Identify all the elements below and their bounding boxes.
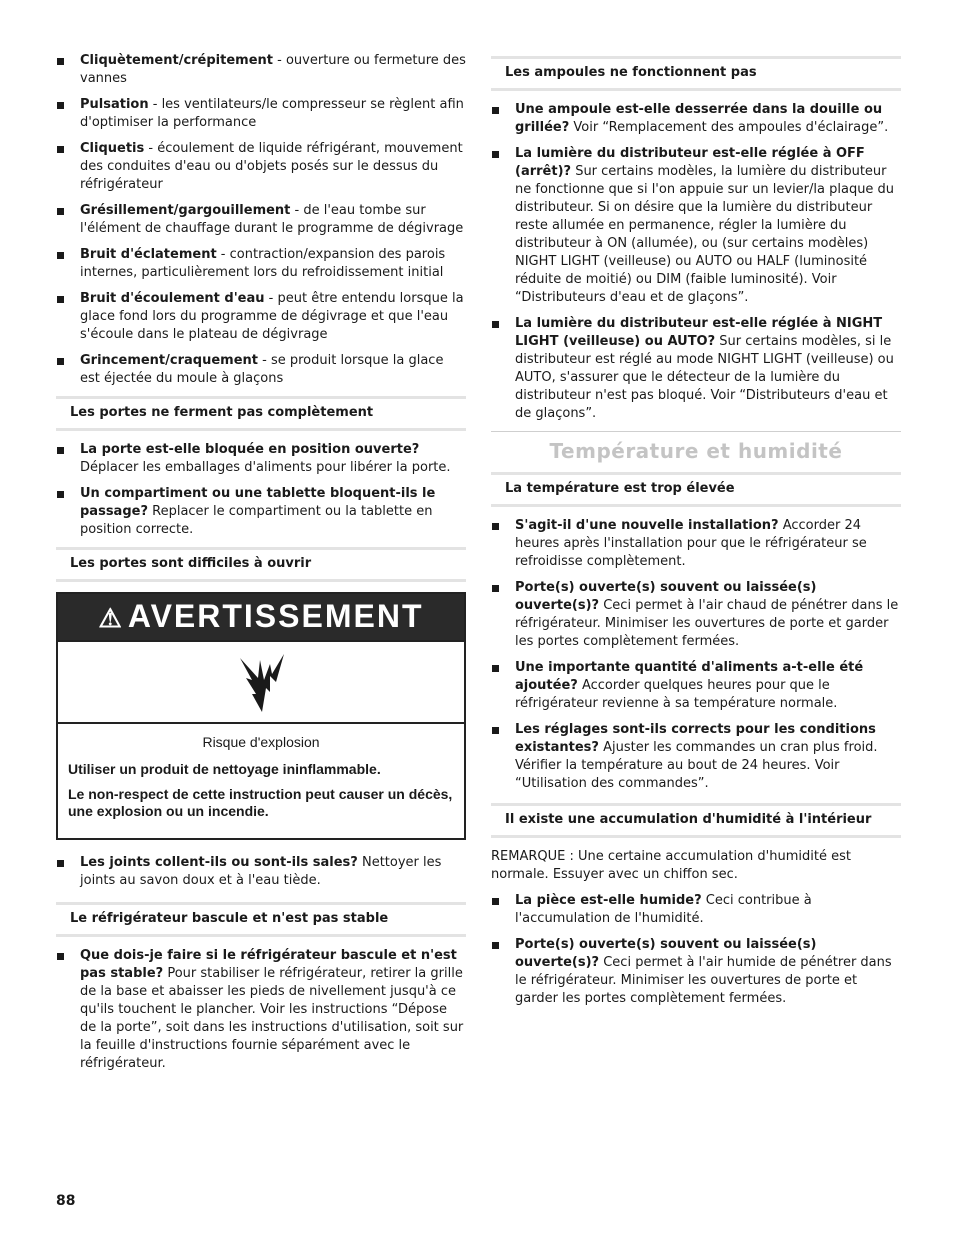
list-item-lead: Cliquetis: [80, 141, 145, 156]
explosion-icon-area: [58, 640, 464, 724]
list-item: [491, 659, 901, 713]
list-item-lead: La lumière du distributeur est-elle réglée à NIGHT LIGHT (veilleuse) ou AUTO?: [515, 316, 883, 349]
bullet-icon: [57, 296, 64, 303]
list-item-text: Accorder quelques heures pour que le réfrigérateur revienne à sa température normale.: [515, 678, 838, 711]
explosion-icon: [226, 650, 296, 714]
list-item-text: Voir “Remplacement des ampoules d'éclairage”.: [569, 120, 889, 135]
list-item: [491, 517, 901, 571]
bullet-icon: [492, 151, 499, 158]
section-heading-lights: Les ampoules ne fonctionnent pas: [491, 56, 901, 91]
list-item-lead: Porte(s) ouverte(s) souvent ou laissée(s) ouverte(s)?: [515, 937, 817, 970]
bullet-icon: [57, 491, 64, 498]
list-item-lead: Une ampoule est-elle desserrée dans la douille ou grillée?: [515, 102, 883, 135]
bullet-icon: [492, 107, 499, 114]
list-item-text: Sur certains modèles, la lumière du distributeur ne fonctionne que si l'on appuie sur un levier/la plaque du distributeur. Si on désire que la lumière du distributeur reste allumée en permanence, régler la lumière du distributeur à ON (allumée), ou (sur certains modèles) NIGHT LIGHT (veilleuse) ou AUTO ou HALF (luminosité réduite de moitié) ou DIM (faible luminosité). Voir “Distributeurs d'eau et de glaçons”.: [515, 164, 895, 305]
humidity-note: REMARQUE : Une certaine accumulation d'humidité est normale. Essuyer avec un chiffon sec.: [491, 849, 851, 882]
list-item-text: - ouverture ou fermeture des vannes: [80, 53, 466, 86]
bullet-icon: [57, 146, 64, 153]
section-heading-doors-not-close: Les portes ne ferment pas complètement: [56, 396, 466, 431]
section-heading-tilts: Le réfrigérateur bascule et n'est pas stable: [56, 902, 466, 937]
list-item-lead: S'agit-il d'une nouvelle installation?: [515, 518, 779, 533]
list-item-lead: Une importante quantité d'aliments a-t-elle été ajoutée?: [515, 660, 864, 693]
list-item-text: Ajuster les commandes un cran plus froid. Vérifier la température au bout de 24 heures. Voir “Utilisation des commandes”.: [515, 740, 878, 791]
list-item-lead: Bruit d'éclatement: [80, 247, 217, 262]
list-item-text: Nettoyer les joints au savon doux et à l'eau tiède.: [80, 855, 442, 888]
warning-box: [56, 592, 466, 840]
tilts-list: [56, 947, 466, 1073]
bullet-icon: [57, 58, 64, 65]
doors-not-close-list: [56, 441, 466, 539]
list-item: [56, 52, 466, 88]
list-item-text: - écoulement de liquide réfrigérant, mouvement des conduites d'eau ou d'objets posés sur le dessus du réfrigérateur: [80, 141, 463, 192]
list-item: [56, 140, 466, 194]
list-item-text: - se produit lorsque la glace est éjectée du moule à glaçons: [80, 353, 444, 386]
list-item-text: Ceci contribue à l'accumulation de l'humidité.: [515, 893, 812, 926]
page-number: 88: [56, 1193, 76, 1209]
list-item-lead: Pulsation: [80, 97, 149, 112]
list-item: [491, 579, 901, 651]
warning-banner-text: AVERTISSEMENT: [127, 598, 424, 634]
list-item-text: Pour stabiliser le réfrigérateur, retirer la grille de la base et abaisser les pieds de nivellement jusqu'à ce qu'ils touchent le plancher. Voir les instructions “Dépose de la porte”, soit dans les instructions d'utilisation, soit sur la feuille d'instructions fournie séparément avec le réfrigérateur.: [80, 966, 464, 1071]
list-item: [56, 290, 466, 344]
list-item: [56, 854, 466, 890]
list-item-text: Déplacer les emballages d'aliments pour libérer la porte.: [80, 460, 451, 475]
list-item-lead: Grésillement/gargouillement: [80, 203, 291, 218]
warning-risk: Risque d'explosion: [202, 734, 320, 750]
list-item-lead: Les joints collent-ils ou sont-ils sales?: [80, 855, 358, 870]
list-item-lead: Un compartiment ou une tablette bloquent-ils le passage?: [80, 486, 436, 519]
list-item-lead: Grincement/craquement: [80, 353, 258, 368]
list-item: [56, 441, 466, 477]
bullet-icon: [492, 321, 499, 328]
list-item-text: - contraction/expansion des parois internes, particulièrement lors du refroidissement initial: [80, 247, 446, 280]
list-item-text: Replacer le compartiment ou la tablette en position correcte.: [80, 504, 433, 537]
list-item-lead: La porte est-elle bloquée en position ouverte?: [80, 442, 420, 457]
section-heading-doors-hard: Les portes sont difficiles à ouvrir: [56, 547, 466, 582]
list-item-lead: Que dois-je faire si le réfrigérateur bascule et n'est pas stable?: [80, 948, 457, 981]
list-item-text: - de l'eau tombe sur l'élément de chauffage durant le programme de dégivrage: [80, 203, 464, 236]
temperature-list: [491, 517, 901, 793]
list-item: [56, 202, 466, 238]
bullet-icon: [492, 523, 499, 530]
list-item: [56, 96, 466, 132]
list-item-lead: La lumière du distributeur est-elle réglée à OFF (arrêt)?: [515, 146, 865, 179]
warning-instruction: Utiliser un produit de nettoyage ininflammable.: [68, 761, 381, 777]
list-item-lead: Cliquètement/crépitement: [80, 53, 274, 68]
warning-consequence: Le non-respect de cette instruction peut causer un décès, une explosion ou un incendie.: [68, 786, 453, 819]
bullet-icon: [57, 447, 64, 454]
doors-hard-list: [56, 854, 466, 890]
list-item-text: - peut être entendu lorsque la glace fond lors du programme de dégivrage et que l'eau s'écoule dans le plateau de dégivrage: [80, 291, 464, 342]
list-item: [491, 892, 901, 928]
list-item-lead: Porte(s) ouverte(s) souvent ou laissée(s) ouverte(s)?: [515, 580, 817, 613]
list-item-text: Ceci permet à l'air chaud de pénétrer dans le réfrigérateur. Minimiser les ouvertures de porte et garder les portes complètement fermées.: [515, 598, 899, 649]
list-item: [56, 352, 466, 388]
bullet-icon: [57, 208, 64, 215]
bullet-icon: [57, 252, 64, 259]
left-column: [56, 52, 466, 1081]
list-item-lead: Bruit d'écoulement d'eau: [80, 291, 265, 306]
list-item: [491, 936, 901, 1008]
bullet-icon: [492, 585, 499, 592]
list-item-text: - les ventilateurs/le compresseur se règlent afin d'optimiser la performance: [80, 97, 464, 130]
bullet-icon: [492, 727, 499, 734]
section-heading-humidity: Il existe une accumulation d'humidité à l'intérieur: [491, 803, 901, 838]
noise-list: [56, 52, 466, 388]
list-item-lead: Les réglages sont-ils corrects pour les conditions existantes?: [515, 722, 876, 755]
lights-list: [491, 101, 901, 423]
right-column: [491, 56, 901, 1016]
list-item: [56, 947, 466, 1073]
list-item: [56, 246, 466, 282]
bullet-icon: [57, 102, 64, 109]
bullet-icon: [57, 953, 64, 960]
list-item: [491, 145, 901, 307]
list-item: [491, 101, 901, 137]
list-item-text: Sur certains modèles, si le distributeur est réglé au mode NIGHT LIGHT (veilleuse) ou AUTO, s'assurer que le détecteur de la lumière du distributeur n'est pas bloqué. Voir “Distributeurs d'eau et de glaçons”.: [515, 334, 894, 421]
list-item-text: Ceci permet à l'air humide de pénétrer dans le réfrigérateur. Minimiser les ouvertures de porte et garder les portes complètement fermées.: [515, 955, 892, 1006]
list-item: [56, 485, 466, 539]
bullet-icon: [57, 358, 64, 365]
warning-banner: [58, 594, 464, 640]
list-item: [491, 315, 901, 423]
bullet-icon: [492, 898, 499, 905]
bullet-icon: [492, 942, 499, 949]
list-item-lead: La pièce est-elle humide?: [515, 893, 702, 908]
warning-body: [58, 724, 464, 838]
warning-triangle-icon: ⚠: [98, 603, 124, 633]
section-title-temperature-humidity: Température et humidité: [491, 431, 901, 472]
list-item: [491, 721, 901, 793]
bullet-icon: [57, 860, 64, 867]
section-heading-temperature: La température est trop élevée: [491, 472, 901, 507]
bullet-icon: [492, 665, 499, 672]
list-item-text: Accorder 24 heures après l'installation pour que le réfrigérateur se refroidisse complètement.: [515, 518, 867, 569]
humidity-list: [491, 892, 901, 1008]
